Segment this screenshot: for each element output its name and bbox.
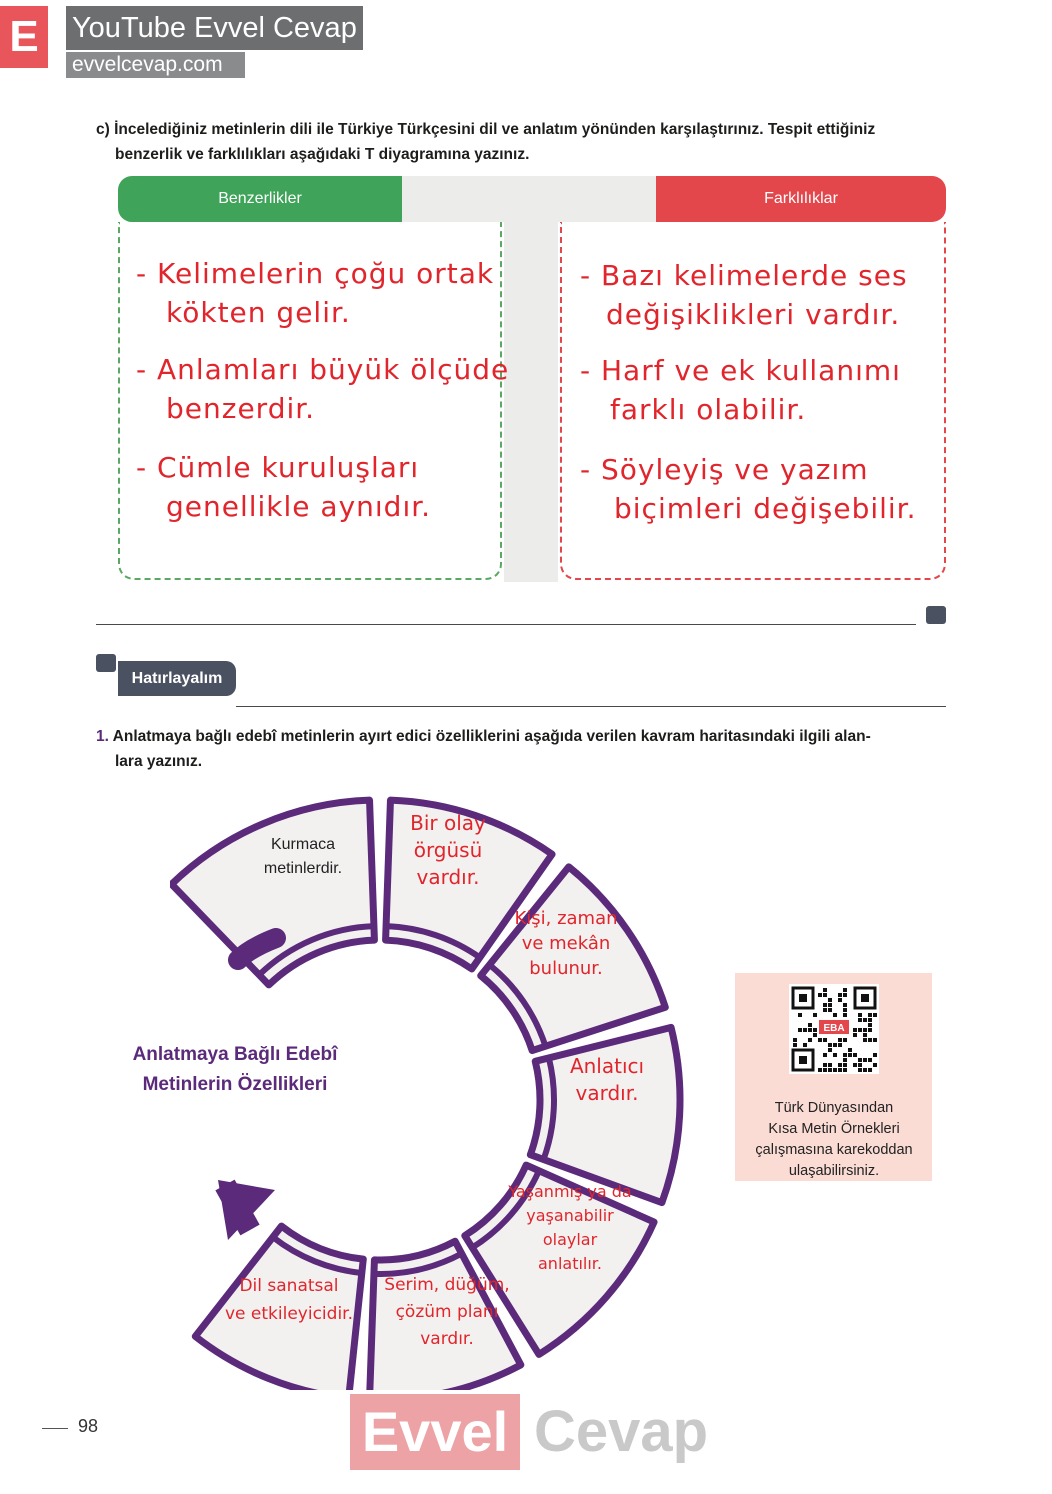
section-square-icon bbox=[96, 654, 116, 672]
qr-cell bbox=[828, 1003, 832, 1007]
qr-cell bbox=[808, 1038, 812, 1042]
qr-cell bbox=[823, 993, 827, 997]
section-divider bbox=[96, 624, 916, 625]
qr-cell bbox=[868, 1028, 872, 1032]
qr-cell bbox=[863, 1038, 867, 1042]
qr-cell bbox=[843, 1068, 847, 1072]
qr-cell bbox=[799, 994, 807, 1002]
footer-brand-right: Cevap bbox=[534, 1399, 709, 1464]
qr-cell bbox=[793, 1043, 797, 1047]
qr-cell bbox=[813, 1033, 817, 1037]
qr-cell bbox=[823, 1053, 827, 1057]
qr-cell bbox=[858, 1058, 862, 1062]
qr-cell bbox=[858, 1063, 862, 1067]
qr-cell bbox=[848, 1048, 852, 1052]
difference-item: - Söyleyiş ve yazım biçimleri değişebilir. bbox=[580, 453, 917, 525]
qr-cell bbox=[838, 1068, 842, 1072]
qr-cell bbox=[858, 1018, 862, 1022]
qr-cell bbox=[818, 1038, 822, 1042]
qr-cell bbox=[828, 998, 832, 1002]
qr-cell bbox=[863, 1018, 867, 1022]
page-number-line bbox=[42, 1428, 68, 1429]
qr-cell bbox=[828, 1048, 832, 1052]
difference-item: - Harf ve ek kullanımı farklı olabilir. bbox=[580, 354, 901, 426]
qr-cell bbox=[868, 1023, 872, 1027]
question-1-line1: 1. Anlatmaya bağlı edebî metinlerin ayırt edici özelliklerini aşağıda verilen kavram haritasındaki ilgili alan- bbox=[96, 728, 871, 745]
qr-code-icon[interactable] bbox=[789, 984, 879, 1074]
page-number: 98 bbox=[78, 1416, 99, 1436]
qr-cell bbox=[823, 1008, 827, 1012]
qr-cell bbox=[838, 1038, 842, 1042]
t-diagram-bar bbox=[402, 176, 658, 222]
brand-title[interactable]: YouTube Evvel Cevap bbox=[66, 6, 363, 50]
qr-cell bbox=[843, 1003, 847, 1007]
qr-cell bbox=[863, 1028, 867, 1032]
qr-cell bbox=[868, 1068, 872, 1072]
qr-cell bbox=[823, 1038, 827, 1042]
qr-cell bbox=[813, 1028, 817, 1032]
qr-cell bbox=[818, 993, 822, 997]
qr-cell bbox=[808, 1028, 812, 1032]
qr-cell bbox=[868, 1013, 872, 1017]
qr-cell bbox=[823, 988, 827, 992]
qr-cell bbox=[838, 998, 842, 1002]
qr-cell bbox=[833, 1068, 837, 1072]
qr-cell bbox=[838, 993, 842, 997]
similarity-item: - Cümle kuruluşları genellikle aynıdır. bbox=[136, 451, 432, 523]
qr-cell bbox=[833, 1013, 837, 1017]
map-segment-answer: Anlatıcı vardır. bbox=[569, 1054, 645, 1105]
qr-cell bbox=[818, 1068, 822, 1072]
qr-cell bbox=[848, 1053, 852, 1057]
qr-cell bbox=[838, 1043, 842, 1047]
qr-cell bbox=[863, 1058, 867, 1062]
qr-cell bbox=[853, 1053, 857, 1057]
similarity-item: - Anlamları büyük ölçüde benzerdir. bbox=[136, 353, 510, 425]
qr-cell bbox=[843, 993, 847, 997]
svg-text:EBA: EBA bbox=[823, 1023, 845, 1034]
brand-url[interactable]: evvelcevap.com bbox=[66, 52, 245, 78]
map-segment-answer: Bir olay örgüsü vardır. bbox=[410, 811, 486, 889]
question-c-line2: benzerlik ve farklılıkları aşağıdaki T diyagramına yazınız. bbox=[115, 146, 530, 163]
qr-cell bbox=[861, 994, 869, 1002]
qr-cell bbox=[843, 1058, 847, 1062]
qr-cell bbox=[858, 1013, 862, 1017]
qr-cell bbox=[828, 1063, 832, 1067]
t-diagram-left-header: Benzerlikler bbox=[118, 176, 402, 222]
qr-cell bbox=[828, 1043, 832, 1047]
qr-cell bbox=[803, 1028, 807, 1032]
t-diagram-right-header: Farklılıklar bbox=[656, 176, 946, 222]
qr-cell bbox=[843, 988, 847, 992]
qr-cell bbox=[833, 1053, 837, 1057]
qr-cell bbox=[873, 1013, 877, 1017]
map-segment-answer: Dil sanatsal ve etkileyicidir. bbox=[225, 1276, 353, 1324]
qr-cell bbox=[833, 1043, 837, 1047]
qr-cell bbox=[813, 1013, 817, 1017]
qr-cell bbox=[808, 1023, 812, 1027]
divider-square-icon bbox=[926, 606, 946, 624]
difference-item: - Bazı kelimelerde ses değişiklikleri vardır. bbox=[580, 259, 908, 331]
qr-cell bbox=[853, 1063, 857, 1067]
t-diagram-stem bbox=[504, 222, 558, 582]
concept-map-title: Anlatmaya Bağlı Edebî Metinlerin Özellikleri bbox=[132, 1044, 338, 1095]
section-underline bbox=[236, 706, 946, 707]
qr-cell bbox=[803, 1043, 807, 1047]
qr-cell bbox=[843, 1013, 847, 1017]
qr-cell bbox=[873, 1063, 877, 1067]
qr-cell bbox=[863, 1068, 867, 1072]
qr-cell bbox=[873, 1053, 877, 1057]
qr-cell bbox=[863, 1033, 867, 1037]
qr-cell bbox=[843, 1008, 847, 1012]
qr-cell bbox=[843, 1063, 847, 1067]
brand-logo-letter: E bbox=[0, 6, 48, 68]
qr-cell bbox=[799, 1056, 807, 1064]
question-c-line1: c) İncelediğiniz metinlerin dili ile Türkiye Türkçesini dil ve anlatım yönünden karşılaştırınız. Tespit ettiğiniz bbox=[96, 121, 876, 138]
qr-description: Türk Dünyasından Kısa Metin Örnekleri çalışmasına karekoddan ulaşabilirsiniz. bbox=[755, 1100, 913, 1179]
qr-cell bbox=[793, 1038, 797, 1042]
qr-cell bbox=[823, 1003, 827, 1007]
qr-cell bbox=[823, 1063, 827, 1067]
map-segment-answer: Kişi, zaman ve mekân bulunur. bbox=[514, 908, 618, 979]
qr-cell bbox=[858, 1028, 862, 1032]
qr-cell bbox=[843, 1038, 847, 1042]
qr-cell bbox=[868, 1018, 872, 1022]
similarity-item: - Kelimelerin çoğu ortak kökten gelir. bbox=[136, 257, 495, 329]
qr-cell bbox=[868, 1058, 872, 1062]
qr-cell bbox=[838, 1063, 842, 1067]
qr-cell bbox=[853, 1033, 857, 1037]
question-1-line2: lara yazınız. bbox=[115, 753, 203, 770]
qr-cell bbox=[823, 1068, 827, 1072]
qr-cell bbox=[798, 1028, 802, 1032]
qr-cell bbox=[873, 1038, 877, 1042]
map-segment-answer: Serim, düğüm, çözüm planı vardır. bbox=[384, 1275, 510, 1349]
qr-cell bbox=[828, 1068, 832, 1072]
qr-cell bbox=[858, 1068, 862, 1072]
qr-cell bbox=[798, 1013, 802, 1017]
qr-cell bbox=[828, 1008, 832, 1012]
section-badge: Hatırlayalım bbox=[118, 661, 236, 696]
footer-brand-left: Evvel bbox=[350, 1394, 520, 1470]
map-segment-answer: Yaşanmış ya da yaşanabilir olaylar anlatılır. bbox=[508, 1182, 632, 1273]
qr-cell bbox=[843, 1053, 847, 1057]
qr-cell bbox=[868, 1038, 872, 1042]
ring-segment bbox=[172, 800, 375, 985]
map-segment-printed: Kurmaca metinlerdir. bbox=[263, 836, 343, 877]
qr-cell bbox=[853, 1028, 857, 1032]
